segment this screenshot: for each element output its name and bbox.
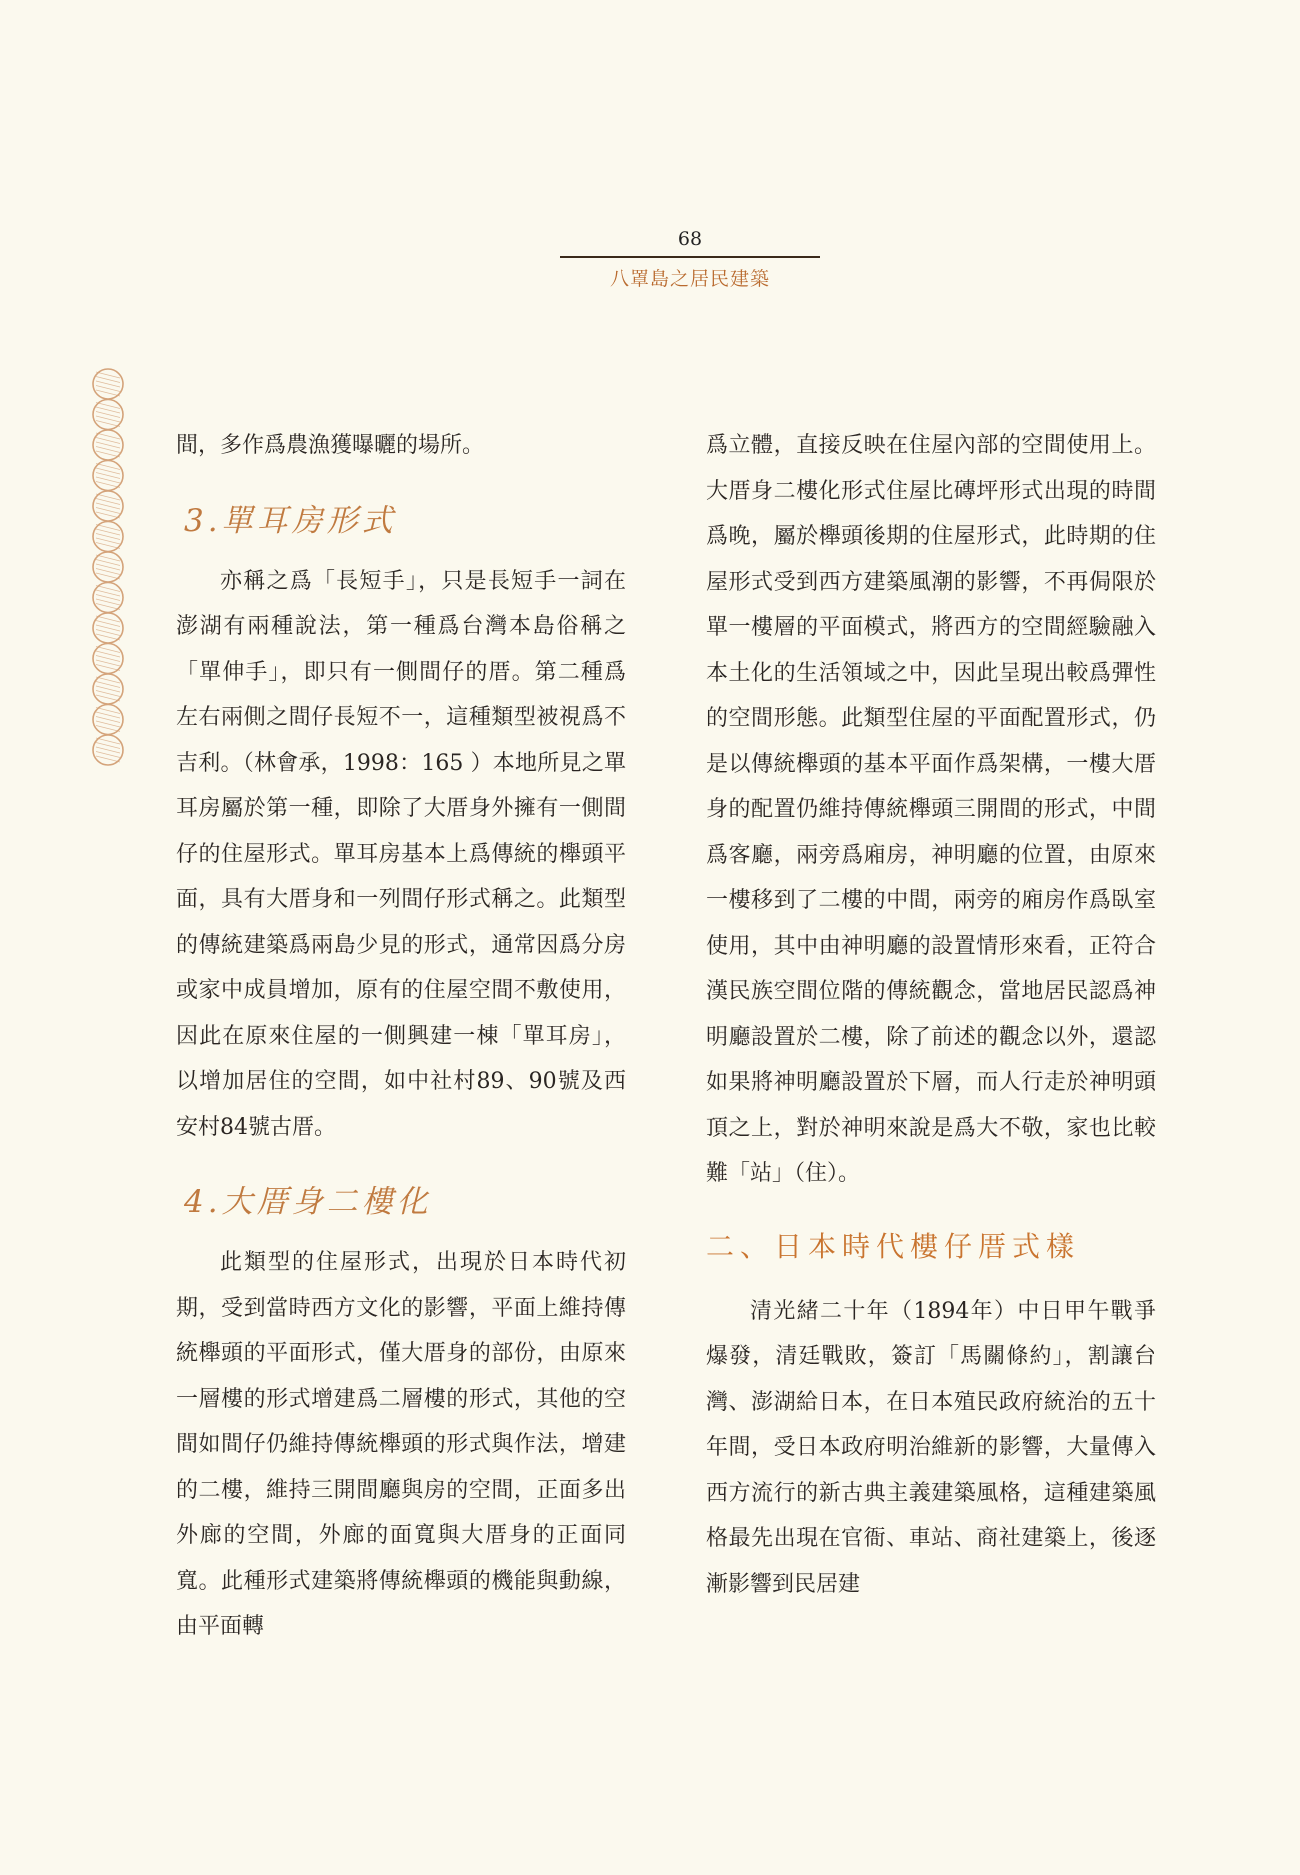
page-number: 68 (677, 228, 703, 250)
paragraph: 間，多作爲農漁獲曝曬的場所。 (176, 433, 485, 458)
paragraph: 亦稱之爲「長短手」，只是長短手一詞在澎湖有兩種說法，第一種爲台灣本島俗稱之「單伸手」，即只有一側間仔的厝。第二種爲左右兩側之間仔長短不一，這種類型被視爲不吉利。（林會承，1998：165 ）本地所見之單耳房屬於第一種，即除了大厝身外擁有一側間仔的住屋形式。單耳房基本上爲傳統的櫸頭平面，具有大厝身和一列間仔形式稱之。此類型的傳統建築爲兩島少見的形式，通常因爲分房或家中成員增加，原有的住屋空間不敷使用，因此在原來住屋的一側興建一棟「單耳房」，以增加居住的空間，如中社村89、90號及西安村84號古厝。 (176, 568, 626, 1140)
paragraph: 清光緒二十年（1894年）中日甲午戰爭爆發，清廷戰敗，簽訂「馬關條約」，割讓台灣、澎湖給日本，在日本殖民政府統治的五十年間，受日本政府明治維新的影響，大量傳入西方流行的新古典主義建築風格，這種建築風格最先出現在官衙、車站、商社建築上，後逐漸影響到民居建 (706, 1298, 1156, 1597)
left-column (176, 423, 626, 1650)
section-heading: 4.大厝身二樓化 (184, 1184, 432, 1220)
section-heading: 3.單耳房形式 (184, 502, 397, 539)
running-title: 八罩島之居民建築 (609, 268, 770, 290)
page-header (560, 228, 820, 291)
chapter-heading: 二、日本時代樓仔厝式樣 (706, 1229, 1081, 1263)
paragraph: 此類型的住屋形式，出現於日本時代初期，受到當時西方文化的影響，平面上維持傳統櫸頭的平面形式，僅大厝身的部份，由原來一層樓的形式增建爲二層樓的形式，其他的空間如間仔仍維持傳統櫸頭的形式與作法，增建的二樓，維持三開間廳與房的空間，正面多出外廊的空間，外廊的面寬與大厝身的正面同寬。此種形式建築將傳統櫸頭的機能與動線，由平面轉 (176, 1250, 626, 1639)
decorative-border (86, 368, 130, 788)
circle-ornament-icon (86, 368, 130, 788)
header-rule (560, 256, 820, 258)
paragraph: 爲立體，直接反映在住屋內部的空間使用上。大厝身二樓化形式住屋比磚坪形式出現的時間爲晚，屬於櫸頭後期的住屋形式，此時期的住屋形式受到西方建築風潮的影響，不再侷限於單一樓層的平面模式，將西方的空間經驗融入本土化的生活領域之中，因此呈現出較爲彈性的空間形態。此類型住屋的平面配置形式，仍是以傳統櫸頭的基本平面作爲架構，一樓大厝身的配置仍維持傳統櫸頭三開間的形式，中間爲客廳，兩旁爲廂房，神明廳的位置，由原來一樓移到了二樓的中間，兩旁的廂房作爲臥室使用，其中由神明廳的設置情形來看，正符合漢民族空間位階的傳統觀念，當地居民認爲神明廳設置於二樓，除了前述的觀念以外，還認如果將神明廳設置於下層，而人行走於神明頭頂之上，對於神明來說是爲大不敬，家也比較難「站」（住）。 (706, 433, 1156, 1186)
right-column (706, 423, 1156, 1607)
